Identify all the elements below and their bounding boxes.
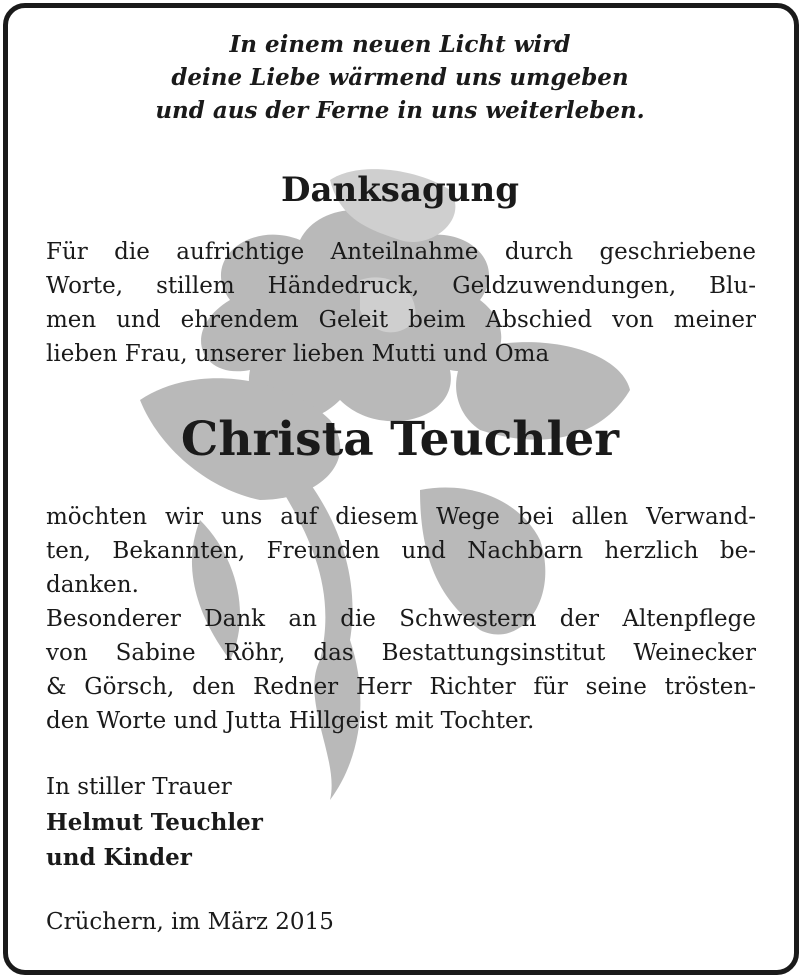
verse-line: und aus der Ferne in uns weiterleben. [155,97,645,124]
text-line: men und ehrendem Geleit beim Abschied von meiner [46,307,756,333]
text-line: & Görsch, den Redner Herr Richter für seine trösten- [46,674,756,700]
text-line: Für die aufrichtige Anteilnahme durch geschriebene [46,239,756,265]
deceased-name: Christa Teuchler [180,412,620,467]
intro-paragraph [46,235,756,371]
verse-line: In einem neuen Licht wird [229,31,571,58]
text-line: möchten wir uns auf diesem Wege bei allen Verwand- [46,504,756,530]
memorial-verse [0,28,800,127]
text-line: von Sabine Röhr, das Bestattungsinstitut Weinecker [46,640,756,666]
text-line: lieben Frau, unserer lieben Mutti und Oma [46,341,550,367]
thanks-paragraph [46,500,756,602]
place-date: Crüchern, im März 2015 [46,909,334,935]
text-line: danken. [46,572,139,598]
text-line: Worte, stillem Händedruck, Geldzuwendungen, Blu- [46,273,756,299]
text-line: den Worte und Jutta Hillgeist mit Tochter. [46,708,535,734]
special-thanks-paragraph [46,602,756,738]
mourning-text: In stiller Trauer [46,774,232,800]
verse-line: deine Liebe wärmend uns umgeben [171,64,629,91]
text-line: ten, Bekannten, Freunden und Nachbarn herzlich be- [46,538,756,564]
signer-family: und Kinder [46,844,192,871]
text-line: Besonderer Dank an die Schwestern der Altenpflege [46,606,756,632]
heading-danksagung: Danksagung [281,170,519,210]
signer-name: Helmut Teuchler [46,809,263,836]
